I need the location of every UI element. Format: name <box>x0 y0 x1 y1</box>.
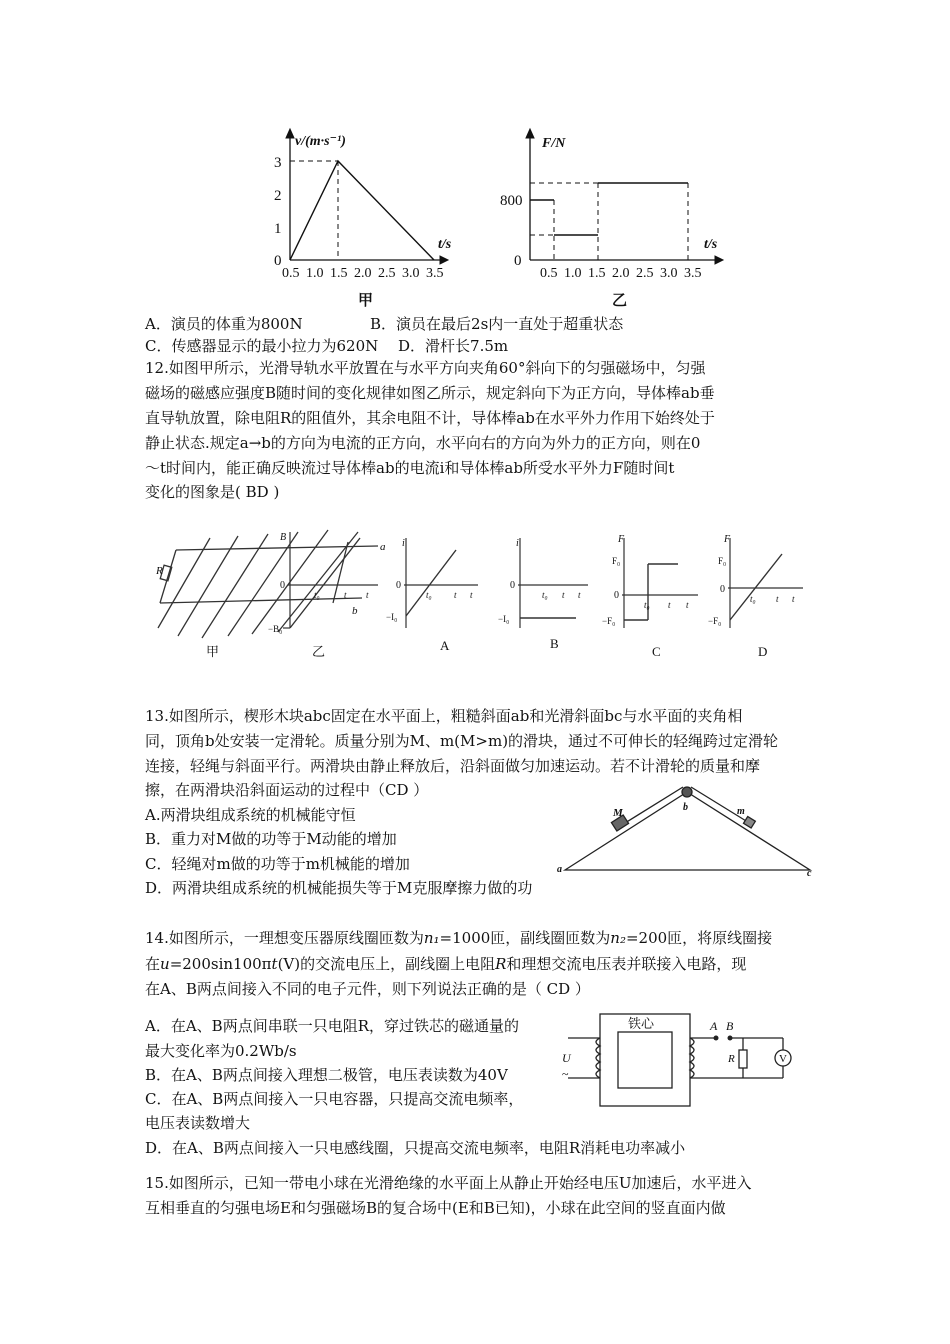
label-a: a <box>380 541 386 553</box>
neg-I0: −I₀ <box>498 614 510 624</box>
ytick-1: 1 <box>274 221 282 237</box>
caption-yi: 乙 <box>612 293 628 309</box>
label-V: V <box>779 1053 787 1065</box>
caption-B: B <box>550 636 559 651</box>
left-xticks <box>282 266 444 281</box>
q14-option-c-1: C．在A、B两点间接入一只电容器，只提高交流电频率， <box>145 1090 524 1108</box>
t: t <box>562 590 565 600</box>
pulley-icon <box>682 787 692 797</box>
q13-line: 擦，在两滑块沿斜面运动的过程中（CD ） <box>145 781 429 799</box>
label-c: c <box>807 868 812 879</box>
t: t <box>454 590 457 600</box>
ytick-2: 2 <box>274 188 282 204</box>
t: t <box>792 594 795 604</box>
F0: F₀ <box>612 556 621 566</box>
t-axis-label-left: t/s <box>438 237 452 252</box>
xtick: 3.5 <box>684 266 702 281</box>
axis-i: i <box>516 538 519 549</box>
xtick: 1.0 <box>564 266 582 281</box>
block-m <box>743 816 755 828</box>
q12-line: 静止状态.规定a→b的方向为电流的正方向，水平向右的方向为外力的正方向，则在0 <box>145 434 701 452</box>
q15-line-1: 15.如图所示，已知一带电小球在光滑绝缘的水平面上从静止开始经电压U加速后，水平进入 <box>145 1174 752 1192</box>
transformer-figure <box>558 1010 803 1110</box>
xtick: 3.0 <box>660 266 678 281</box>
q14-text: =200匝，将原线圈接 <box>625 929 773 947</box>
caption-fig-yi: 乙 <box>312 644 326 659</box>
t: t <box>686 600 689 610</box>
resistor <box>739 1050 747 1068</box>
ytick-3: 3 <box>274 155 282 171</box>
q11-option-a: A．演员的体重为800N <box>145 315 303 333</box>
caption-fig-jia: 甲 <box>206 644 220 659</box>
axis-B: B <box>280 532 287 543</box>
top-graphs <box>250 125 730 310</box>
graph-jia <box>282 129 448 264</box>
t0: t₀ <box>542 590 548 600</box>
q14-option-a-2: 最大变化率为0.2Wb/s <box>145 1042 297 1060</box>
xtick: 2.5 <box>636 266 654 281</box>
label-a: a <box>557 864 562 875</box>
n1: n₁ <box>423 929 440 947</box>
q14-line-2 <box>145 953 746 975</box>
q14-line-1 <box>145 927 772 949</box>
F0: F₀ <box>718 556 727 566</box>
q12-figures <box>148 528 808 663</box>
q13-line: 连接，轻绳与斜面平行。两滑块由静止释放后，沿斜面做匀加速运动。若不计滑轮的质量和摩 <box>145 757 761 775</box>
neg-F0: −F₀ <box>602 616 616 626</box>
q14-text: 14.如图所示，一理想变压器原线圈匝数为 <box>145 929 424 947</box>
xtick: 2.0 <box>354 266 372 281</box>
graph-D <box>728 538 803 628</box>
q14-text: =1000匝，副线圈匝数为 <box>439 929 611 947</box>
q12-line: ～t时间内，能正确反映流过导体棒ab的电流i和导体棒ab所受水平外力F随时间t <box>145 459 675 477</box>
q12-line: 直导轨放置，除电阻R的阻值外，其余电阻不计，导体棒ab在水平外力作用下始终处于 <box>145 409 715 427</box>
xtick: 0.5 <box>282 266 300 281</box>
xtick: 1.5 <box>330 266 348 281</box>
t0: t₀ <box>750 594 756 604</box>
label-b: b <box>683 802 688 813</box>
t0: t₀ <box>644 600 650 610</box>
q14-option-d: D．在A、B两点间接入一只电感线圈，只提高交流电频率，电阻R消耗电功率减小 <box>145 1139 686 1157</box>
f-axis-label: F/N <box>542 136 566 151</box>
q13-line: 同，顶角b处安装一定滑轮。质量分别为M、m(M>m)的滑块，通过不可伸长的轻绳跨过定滑轮 <box>145 732 779 750</box>
xtick: 3.5 <box>426 266 444 281</box>
n2: n₂ <box>610 929 626 947</box>
wedge-figure <box>555 780 820 880</box>
axis-i: i <box>402 538 405 549</box>
caption-A: A <box>440 638 450 653</box>
t0: t₀ <box>314 590 320 600</box>
r-var: R <box>495 955 507 973</box>
t: t <box>578 590 581 600</box>
t-var: t <box>271 955 278 973</box>
neg-B0: −B₀ <box>268 624 283 634</box>
caption-C: C <box>652 644 661 659</box>
q14-option-c-2: 电压表读数增大 <box>145 1114 251 1132</box>
graph-A <box>404 538 478 628</box>
xtick: 1.0 <box>306 266 324 281</box>
xtick: 2.0 <box>612 266 630 281</box>
point-B <box>728 1036 733 1041</box>
q14-option-a-1: A．在A、B两点间串联一只电阻R，穿过铁芯的磁通量的 <box>145 1017 519 1035</box>
origin-zero: 0 <box>514 253 522 269</box>
axis-F: F <box>618 534 625 545</box>
zero: 0 <box>614 590 619 601</box>
q12-line: 变化的图象是( BD ) <box>145 483 280 501</box>
q11-option-d: D．滑杆长7.5m <box>398 337 509 355</box>
v-axis-label: v/(m·s⁻¹) <box>295 134 346 149</box>
xtick: 2.5 <box>378 266 396 281</box>
u-var: u <box>160 955 170 973</box>
label-tilde: ~ <box>562 1067 569 1081</box>
axis-F: F <box>724 534 731 545</box>
q13-option-d: D．两滑块组成系统的机械能损失等于M克服摩擦力做的功 <box>145 879 533 897</box>
core-label: 铁心 <box>628 1016 655 1031</box>
q13-line: 13.如图所示，楔形木块abc固定在水平面上，粗糙斜面ab和光滑斜面bc与水平面的夹角相 <box>145 707 743 725</box>
q11-option-c: C．传感器显示的最小拉力为620N <box>145 337 379 355</box>
q14-text: 和理想交流电压表并联接入电路，现 <box>506 955 747 973</box>
t: t <box>366 590 369 600</box>
q14-text: =200sin100π <box>169 955 272 973</box>
ytick-800: 800 <box>500 193 523 209</box>
t: t <box>470 590 473 600</box>
q13-option-c: C．轻绳对m做的功等于m机械能的增加 <box>145 855 410 873</box>
q15-line-2: 互相垂直的匀强电场E和匀强磁场B的复合场中(E和B已知)，小球在此空间的竖直面内做 <box>145 1199 726 1217</box>
velocity-graph-line <box>290 161 434 260</box>
q12-line: 12.如图甲所示，光滑导轨水平放置在与水平方向夹角60°斜向下的匀强磁场中，匀强 <box>145 359 706 377</box>
q13-option-b: B．重力对M做的功等于M动能的增加 <box>145 830 397 848</box>
t: t <box>668 600 671 610</box>
t: t <box>776 594 779 604</box>
label-R: R <box>728 1053 735 1065</box>
label-A: A <box>710 1019 718 1033</box>
point-A <box>714 1036 719 1041</box>
t: t <box>344 590 347 600</box>
label-m: m <box>737 806 745 817</box>
right-xticks <box>540 266 702 281</box>
label-B: B <box>726 1019 734 1033</box>
q14-line-3: 在A、B两点间接入不同的电子元件，则下列说法正确的是（ CD ） <box>145 980 590 998</box>
label-M: M <box>613 807 623 819</box>
xtick: 3.0 <box>402 266 420 281</box>
q14-text: 在 <box>145 955 161 973</box>
label-R: R <box>156 565 163 577</box>
rail-figure-jia <box>158 530 378 638</box>
zero: 0 <box>720 584 725 595</box>
label-b: b <box>352 605 358 617</box>
q11-option-b: B．演员在最后2s内一直处于超重状态 <box>370 315 624 333</box>
xtick: 0.5 <box>540 266 558 281</box>
t-axis-label-right: t/s <box>704 237 718 252</box>
neg-F0: −F₀ <box>708 616 722 626</box>
caption-D: D <box>758 644 768 659</box>
zero: 0 <box>396 580 401 591</box>
q14-text: (V)的交流电压上，副线圈上电阻 <box>277 955 496 973</box>
zero: 0 <box>280 580 285 591</box>
label-U: U <box>562 1051 571 1065</box>
q12-line: 磁场的磁感应强度B随时间的变化规律如图乙所示，规定斜向下为正方向，导体棒ab垂 <box>145 384 715 402</box>
t0: t₀ <box>426 590 432 600</box>
graph-option-B <box>518 538 588 628</box>
ytick-0: 0 <box>274 253 282 269</box>
zero: 0 <box>510 580 515 591</box>
caption-jia: 甲 <box>358 293 374 309</box>
xtick: 1.5 <box>588 266 606 281</box>
neg-I0: −I₀ <box>386 612 398 622</box>
graph-C <box>622 538 698 628</box>
q13-option-a: A.两滑块组成系统的机械能守恒 <box>145 806 356 824</box>
q14-option-b: B．在A、B两点间接入理想二极管，电压表读数为40V <box>145 1066 508 1084</box>
